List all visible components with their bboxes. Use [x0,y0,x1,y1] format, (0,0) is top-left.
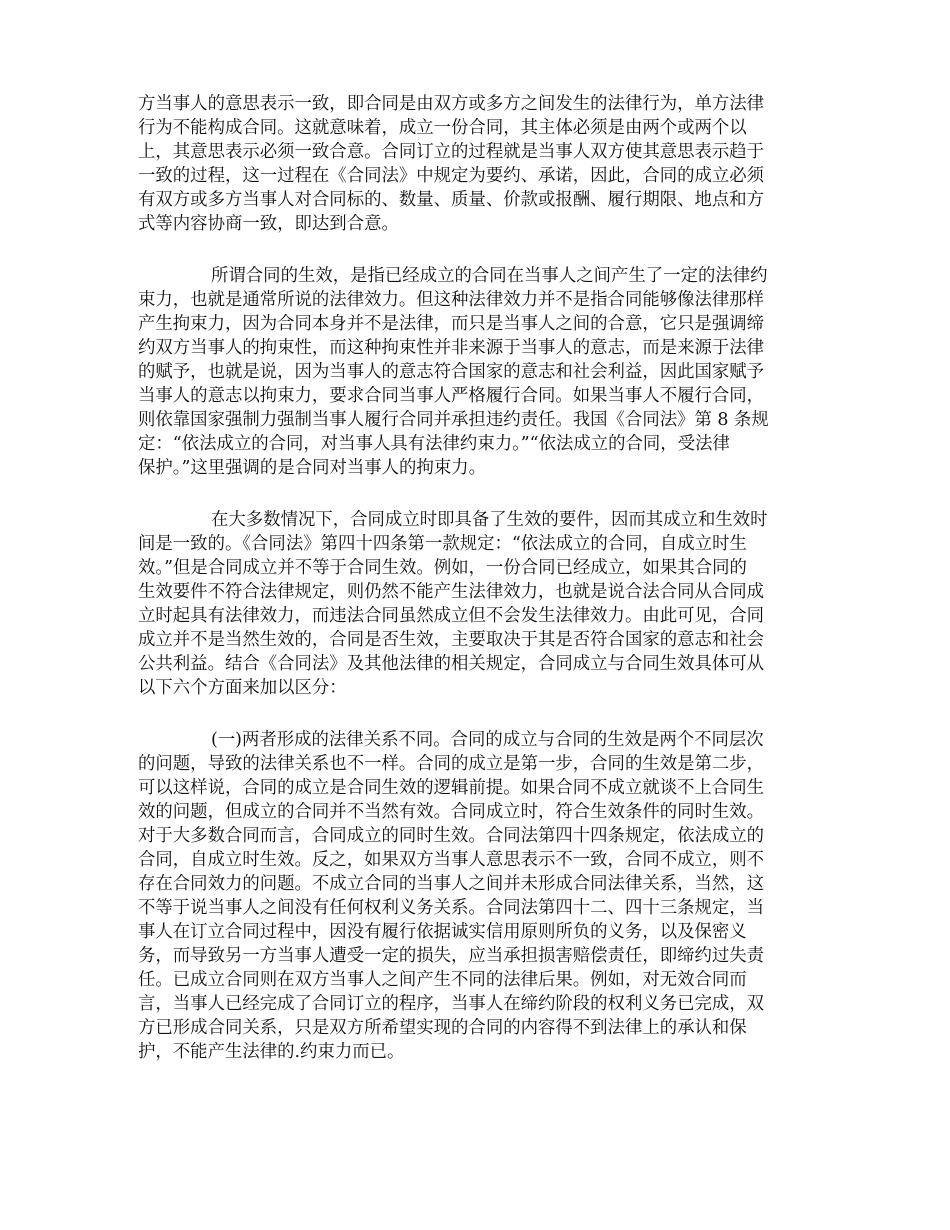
text-line: 间是一致的。《合同法》第四十四条第一款规定：“依法成立的合同，自成立时生 [138,534,747,554]
text-line-indented: 所谓合同的生效，是指已经成立的合同在当事人之间产生了一定的法律约 [211,266,768,286]
text-line: 式等内容协商一致，即达到合意。 [138,214,399,234]
text-line: 合同，自成立时生效。反之，如果双方当事人意思表示不一致，合同不成立，则不 [138,850,765,870]
text-line: 不等于说当事人之间没有任何权利义务关系。合同法第四十二、四十三条规定，当 [138,898,765,918]
text-line: 务，而导致另一方当事人遭受一定的损失，应当承担损害赔偿责任，即缔约过失责 [138,946,765,966]
text-line: 方已形成合同关系，只是双方所希望实现的合同的内容得不到法律上的承认和保 [138,1018,747,1038]
text-line: 保护。”这里强调的是合同对当事人的拘束力。 [138,458,487,478]
text-line: 定：“依法成立的合同，对当事人具有法律约束力。”“依法成立的合同，受法律 [138,434,730,454]
text-line: 言，当事人已经完成了合同订立的程序，当事人在缔约阶段的权利义务已完成，双 [138,994,765,1014]
text-line: 方当事人的意思表示一致，即合同是由双方或多方之间发生的法律行为，单方法律 [138,94,765,114]
text-line: 护，不能产生法律的.约束力而已。 [138,1042,405,1062]
text-line: 任。已成立合同则在双方当事人之间产生不同的法律后果。例如，对无效合同而 [138,970,747,990]
text-line: 立时起具有法律效力，而违法合同虽然成立但不会发生法律效力。由此可见，合同 [138,606,765,626]
text-line: 束力，也就是通常所说的法律效力。但这种法律效力并不是指合同能够像法律那样 [138,290,765,310]
text-line: 有双方或多方当事人对合同标的、数量、质量、价款或报酬、履行期限、地点和方 [138,190,765,210]
text-line: 一致的过程，这一过程在《合同法》中规定为要约、承诺，因此，合同的成立必须 [138,166,765,186]
text-line-indented: 在大多数情况下，合同成立时即具备了生效的要件，因而其成立和生效时 [211,510,768,530]
text-line: 约双方当事人的拘束性，而这种拘束性并非来源于当事人的意志，而是来源于法律 [138,338,765,358]
text-line: 公共利益。结合《合同法》及其他法律的相关规定，合同成立与合同生效具体可从 [138,654,765,674]
text-line: 效。”但是合同成立并不等于合同生效。例如，一份合同已经成立，如果其合同的 [138,558,747,578]
document-body [138,92,818,1092]
text-line: 成立并不是当然生效的，合同是否生效，主要取决于其是否符合国家的意志和社会 [138,630,765,650]
text-line: 上，其意思表示必须一致合意。合同订立的过程就是当事人双方使其意思表示趋于 [138,142,765,162]
text-line: 存在合同效力的问题。不成立合同的当事人之间并未形成合同法律关系，当然，这 [138,874,765,894]
text-line: 的问题，导致的法律关系也不一样。合同的成立是第一步，合同的生效是第二步， [138,754,765,774]
text-line: 行为不能构成合同。这就意味着，成立一份合同，其主体必须是由两个或两个以 [138,118,747,138]
text-line: 效的问题，但成立的合同并不当然有效。合同成立时，符合生效条件的同时生效。 [138,802,765,822]
text-line: 生效要件不符合法律规定，则仍然不能产生法律效力，也就是说合法合同从合同成 [138,582,765,602]
text-line: 的赋予，也就是说，因为当事人的意志符合国家的意志和社会利益，因此国家赋予 [138,362,765,382]
text-line: 事人在订立合同过程中，因没有履行依据诚实信用原则所负的义务，以及保密义 [138,922,747,942]
text-line: 产生拘束力，因为合同本身并不是法律，而只是当事人之间的合意，它只是强调缔 [138,314,765,334]
paragraph-2 [138,264,818,480]
text-line: 对于大多数合同而言，合同成立的同时生效。合同法第四十四条规定，依法成立的 [138,826,765,846]
text-line-indented: (一)两者形成的法律关系不同。合同的成立与合同的生效是两个不同层次 [211,730,764,750]
text-line: 则依靠国家强制力强制当事人履行合同并承担违约责任。我国《合同法》第 8 条规 [138,410,769,430]
text-line: 以下六个方面来加以区分： [138,678,347,698]
paragraph-1 [138,92,818,236]
paragraph-4 [138,728,818,1064]
text-line: 可以这样说，合同的成立是合同生效的逻辑前提。如果合同不成立就谈不上合同生 [138,778,765,798]
text-line: 当事人的意志以拘束力，要求合同当事人严格履行合同。如果当事人不履行合同， [138,386,765,406]
paragraph-3 [138,508,818,700]
